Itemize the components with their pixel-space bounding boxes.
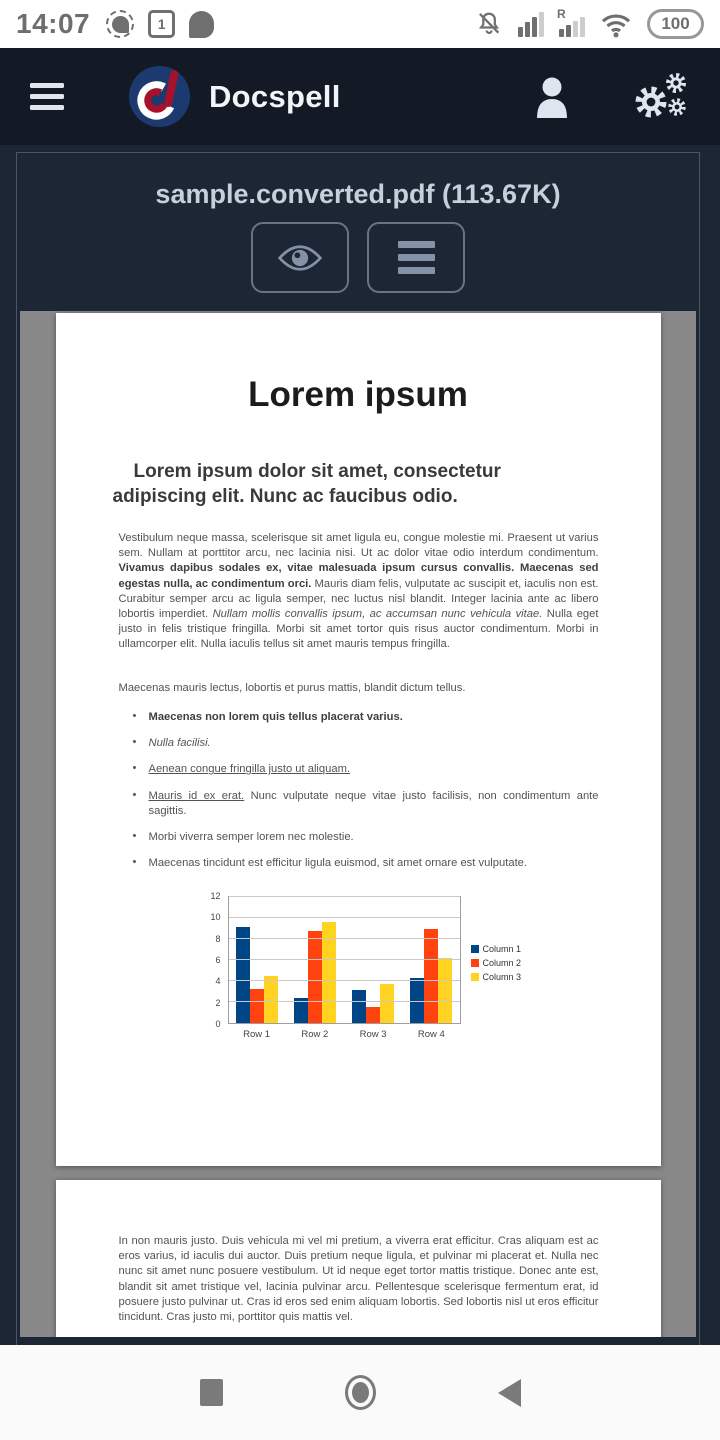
- pdf-viewer[interactable]: [20, 311, 696, 1337]
- p1-seg: Mauris diam felis, vulputate ac suscipit et, iaculis non est. Curabitur semper arcu ac ligula semper, nec luctus nisl blandit. Integer lacinia ante ac libero lobortis imperdiet.: [118, 577, 599, 621]
- doc-subtitle: Lorem ipsum dolor sit amet, consectetur adipiscing elit. Nunc ac faucibus odio.: [112, 461, 501, 507]
- list-item: [149, 789, 599, 819]
- chart-gridline: [229, 896, 460, 897]
- signal-app-icon: [106, 10, 134, 38]
- bar-chart: [204, 889, 526, 1051]
- chart-legend: [471, 944, 522, 982]
- ghost-icon: [189, 11, 214, 38]
- chart-bar: [250, 989, 264, 1023]
- notification-icons: [106, 10, 214, 38]
- calendar-icon: [148, 10, 175, 38]
- legend-label: Column 3: [482, 972, 522, 982]
- chart-y-tick: 0: [215, 1019, 221, 1029]
- legend-swatch: [471, 959, 479, 967]
- chart-bar-group: [294, 897, 336, 1023]
- chart-y-tick: 12: [210, 891, 221, 901]
- pdf-page-2: [56, 1180, 661, 1337]
- attachment-actions: [17, 222, 699, 293]
- chart-bar: [366, 1007, 380, 1023]
- chart-bar: [322, 922, 336, 1023]
- bullet-text: Nulla facilisi.: [148, 737, 211, 750]
- list-icon: [398, 241, 435, 274]
- chart-bar: [264, 976, 278, 1023]
- legend-label: Column 2: [482, 958, 522, 968]
- chart-bar: [236, 927, 250, 1023]
- list-item: [149, 762, 599, 777]
- chart-x-tick: Row 4: [417, 1029, 445, 1040]
- list-item: [149, 710, 599, 725]
- list-item: [149, 830, 599, 845]
- preview-button[interactable]: [251, 222, 349, 293]
- wifi-icon: [600, 11, 632, 38]
- calendar-badge: 1: [157, 16, 166, 32]
- battery-icon: [647, 9, 704, 39]
- chart-x-axis: [228, 1029, 461, 1040]
- chart-bars: [229, 897, 460, 1023]
- recents-icon[interactable]: [200, 1379, 223, 1406]
- status-bar: [0, 0, 720, 48]
- p1-seg: Nulla eget justo in felis tristique fringilla. Morbi sit amet tortor quis risus auctor condimentum. Morbi in ullamcorper elit. Nulla iaculis tellus sit amet mauris tempus fringilla.: [118, 608, 599, 651]
- menu-button[interactable]: [367, 222, 465, 293]
- legend-entry: [471, 958, 522, 968]
- p1-seg-bold: Vivamus dapibus sodales ex, vitae malesuada ipsum cursus convallis. Maecenas sed egestas nulla, ac condimentum orci.: [118, 562, 599, 590]
- legend-swatch: [471, 973, 479, 981]
- home-icon[interactable]: [345, 1375, 376, 1410]
- chart-x-tick: Row 2: [301, 1029, 329, 1040]
- chart-bar: [380, 984, 394, 1023]
- chart-bar: [424, 929, 438, 1024]
- hamburger-menu-icon[interactable]: [30, 83, 64, 110]
- user-icon[interactable]: [534, 76, 570, 118]
- bullet-text: Aenean congue fringilla justo ut aliquam.: [148, 763, 351, 776]
- chart-gridline: [229, 959, 460, 960]
- doc-paragraph-2: Maecenas mauris lectus, lobortis et purus mattis, blandit dictum tellus.: [118, 682, 466, 694]
- doc-paragraph-3: In non mauris justo. Duis vehicula mi vel mi pretium, a viverra erat efficitur. Cras aliquam est ac eros varius, id iaculis dui auctor. Duis pretium neque ligula, et pulvinar mi placerat et. Nulla nec nunc sit amet nunc posuere vestibulum. Ut id neque eget tortor mattis tristique. Donec ante est, blandit sit amet tristique vel, lacinia pulvinar arcu. Pellentesque scelerisque fermentum erat, id posuere justo pulvinar ut. Cras id eros sed enim aliquam lobortis. Sed lobortis nisl ut eros efficitur tincidunt. Cras justo mi, porttitor quis mattis vel.: [118, 1235, 599, 1324]
- clock: 14:07: [16, 8, 91, 39]
- app-header: [0, 48, 720, 145]
- chart-y-tick: 6: [215, 955, 221, 965]
- bullet-text: Mauris id ex erat.: [148, 789, 245, 802]
- roaming-label: R: [557, 7, 566, 21]
- chart-x-tick: Row 1: [243, 1029, 271, 1040]
- android-nav-bar: [0, 1345, 720, 1440]
- chart-y-tick: 4: [215, 976, 221, 987]
- chart-bar-group: [236, 897, 278, 1023]
- brand[interactable]: [128, 65, 341, 128]
- chart-y-axis: [204, 891, 224, 1029]
- chart-y-tick: 2: [215, 997, 221, 1008]
- chart-bar: [308, 931, 322, 1023]
- chart-bar-group: [410, 897, 452, 1023]
- chart-y-tick: 8: [215, 933, 221, 944]
- pdf-page-1: [56, 313, 661, 1166]
- chart-y-tick: 10: [210, 912, 221, 923]
- legend-swatch: [471, 945, 479, 953]
- chart-gridline: [229, 938, 460, 939]
- attachment-file-title: sample.converted.pdf (113.67K): [155, 179, 561, 209]
- attachment-panel: [16, 152, 700, 1345]
- bullet-text: Morbi viverra semper lorem nec molestie.: [148, 831, 354, 844]
- list-item: [149, 736, 599, 751]
- chart-x-tick: Row 3: [359, 1029, 387, 1040]
- legend-entry: [471, 972, 522, 982]
- chart-gridline: [229, 980, 460, 981]
- p1-seg-italic: Nullam mollis convallis ipsum, ac accumsan nunc vehicula vitae.: [212, 608, 543, 621]
- cogs-icon[interactable]: [632, 71, 690, 123]
- header-actions: [534, 71, 690, 123]
- chart-plot: [228, 896, 461, 1024]
- bullet-text: Maecenas tincidunt est efficitur ligula euismod, sit amet ornare est vulputate.: [148, 857, 528, 870]
- chart-gridline: [229, 1001, 460, 1002]
- battery-percent: 100: [661, 14, 690, 33]
- bullet-text: Maecenas non lorem quis tellus placerat varius.: [148, 711, 403, 723]
- bullet-text: Nunc vulputate neque vitae justo facilisis, non condimentum ante sagittis.: [148, 789, 599, 817]
- system-status-icons: [475, 9, 704, 39]
- chart-bar: [352, 990, 366, 1023]
- doc-bullet-list: [149, 710, 599, 882]
- app-title: Docspell: [209, 78, 341, 114]
- chart-gridline: [229, 917, 460, 918]
- list-item: [149, 856, 599, 871]
- back-icon[interactable]: [498, 1379, 521, 1407]
- eye-icon: [277, 243, 323, 273]
- cellular-icon: [518, 11, 544, 37]
- p1-seg: Vestibulum neque massa, scelerisque sit amet ligula eu, congue molestie mi. Praesent ut varius sem. Nullam at porttitor arcu, nec lacinia nisi. Ut ac dolor vitae odio interdum condimentum.: [118, 532, 599, 560]
- doc-title: Lorem ipsum: [248, 375, 468, 414]
- bell-muted-icon: [475, 10, 503, 38]
- legend-label: Column 1: [482, 944, 522, 954]
- legend-entry: [471, 944, 522, 954]
- doc-paragraph-1: [119, 531, 599, 653]
- roaming-cellular-icon: [557, 7, 585, 37]
- main-content: [0, 145, 720, 1345]
- docspell-logo-icon: [128, 65, 191, 128]
- chart-bar: [438, 958, 452, 1023]
- chart-bar-group: [352, 897, 394, 1023]
